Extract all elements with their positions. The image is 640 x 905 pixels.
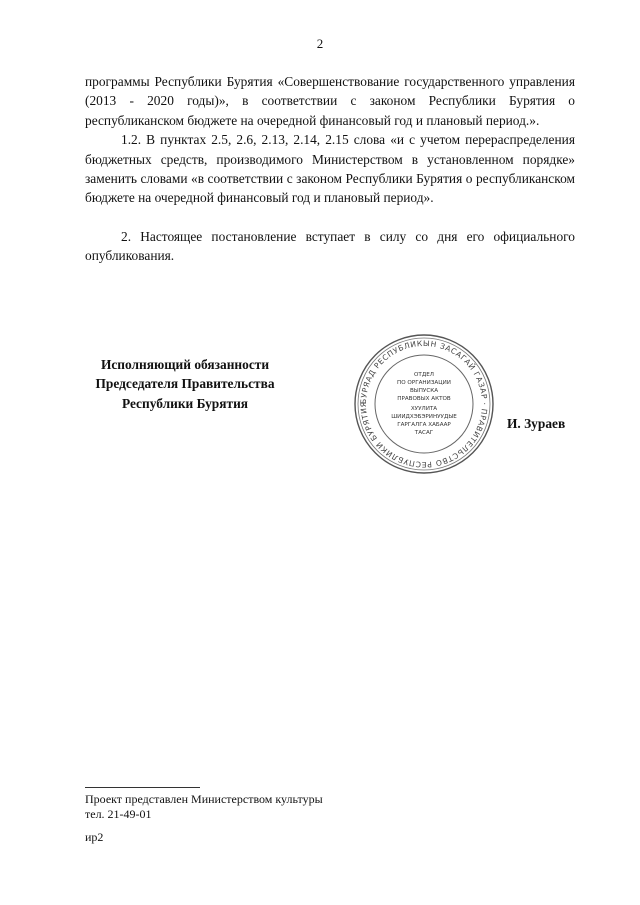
seal-inner-line: ГАРГАЛГА ХАБААР [397,422,451,428]
signer-position [80,355,290,413]
seal-graphic [352,332,496,476]
footnote-line: тел. 21-49-01 [85,807,152,821]
document-body [85,72,575,266]
seal-inner-line: ПО ОРГАНИЗАЦИИ [397,380,451,386]
footnote-line: Проект представлен Министерством культуры [85,792,323,806]
seal-inner-line: ХУУЛИТА [410,406,438,412]
paragraph-2: 2. Настоящее постановление вступает в силу со дня его официального опубликования. [85,228,575,264]
signer-position-line: Исполняющий обязанности [100,357,270,372]
page-number: 2 [316,36,324,51]
paragraph-1-2: 1.2. В пунктах 2.5, 2.6, 2.13, 2.14, 2.15 слова «и с учетом перераспределения бюджетных средств, производимого Министерством в установленном порядке» заменить словами «в соответствии с законом Республики Бурятия о республиканском бюджете на очередной финансовый год и плановый период». [85,132,575,206]
seal-inner-line: ОТДЕЛ [414,372,434,378]
seal-inner-line: ТАСАГ [414,430,434,436]
seal-inner-line: ПРАВОВЫХ АКТОВ [397,396,451,402]
official-seal [352,332,496,476]
signer-position-line: Председателя Правительства [95,376,275,392]
document-code: ир2 [85,830,104,844]
paragraph-continuation: программы Республики Бурятия «Совершенствование государственного управления (2013 - 2020 годы)», в соответствии с законом Республики Бурятия о республиканском бюджете на очередной финансовый год и плановый период.». [85,74,575,128]
signer-position-line: Республики Бурятия [121,395,249,411]
seal-inner-line: ШИИДХЭБЭРИНУУДЫЕ [391,414,457,420]
signer-name: И. Зураев [507,416,566,431]
footnote [85,792,323,822]
seal-outer-text: БУРЯАД РЕСПУБЛИКЫН ЗАСАГАЙ ГАЗАР · ПРАВИТЕЛЬСТВО РЕСПУБЛИКИ БУРЯТИЯ [358,338,490,470]
seal-inner-line: ВЫПУСКА [409,388,439,394]
footnote-divider [85,787,200,788]
